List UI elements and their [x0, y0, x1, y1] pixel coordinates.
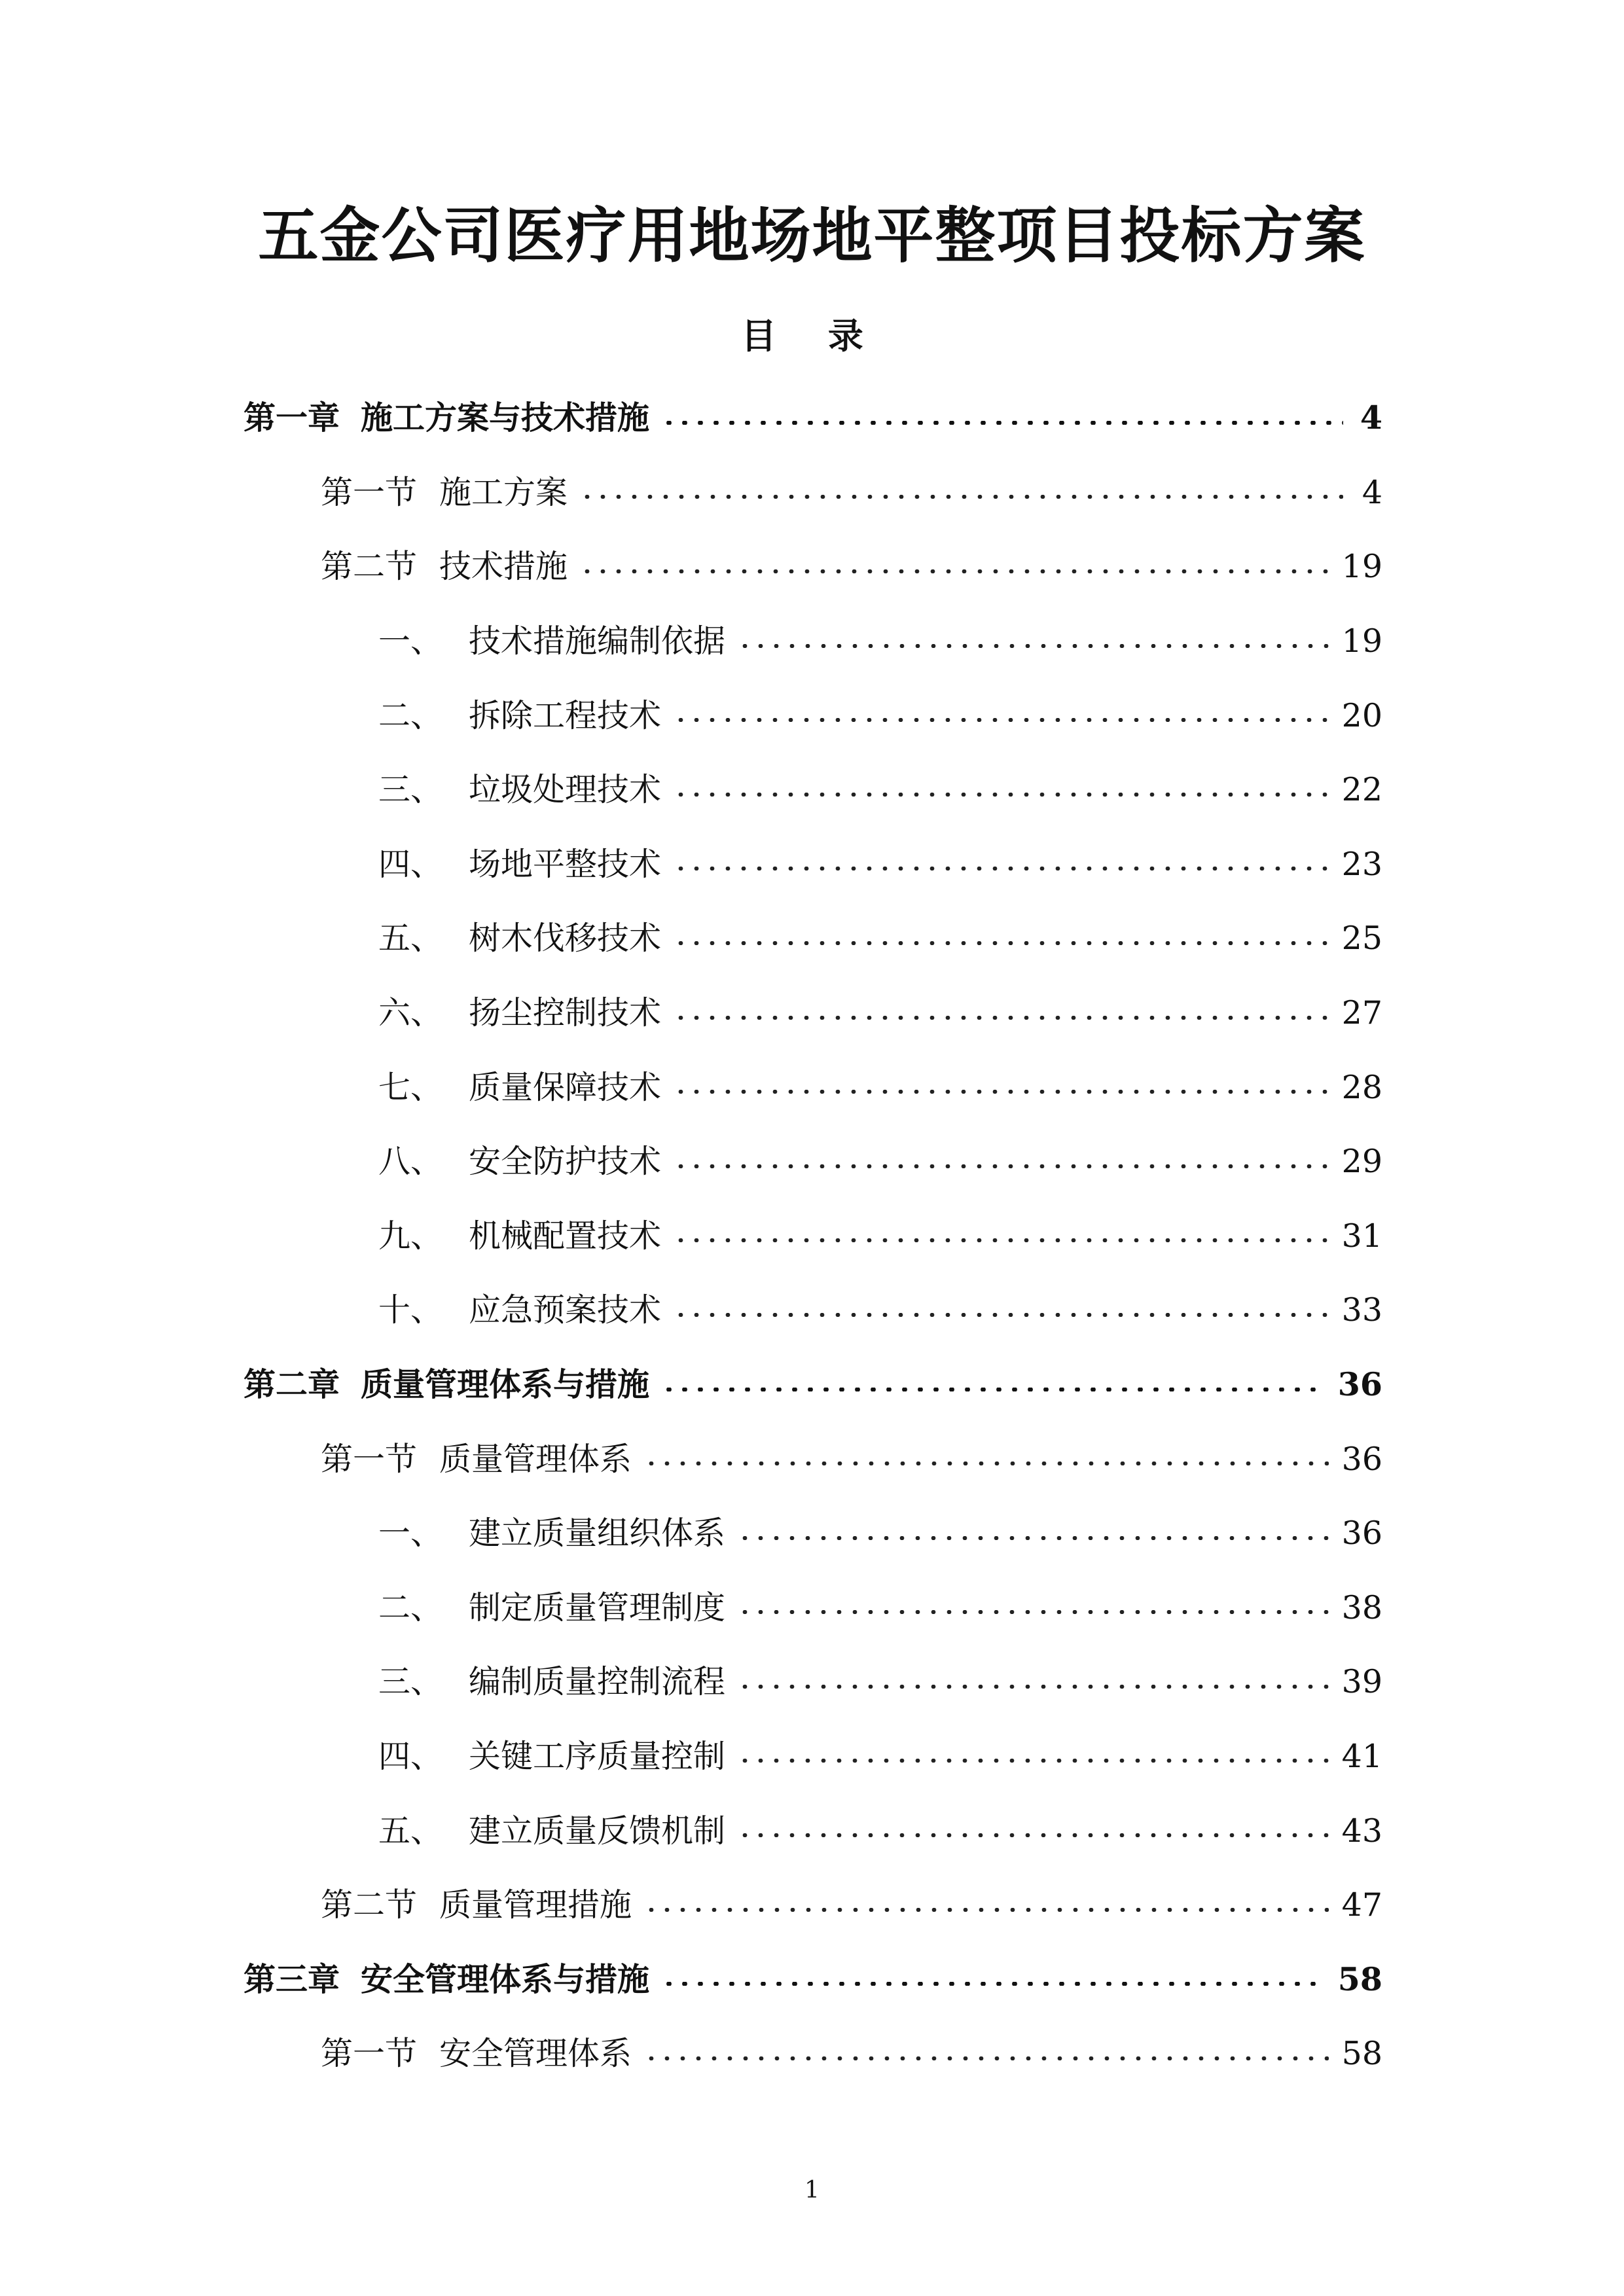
toc-entry-page: 39	[1341, 1663, 1382, 1701]
toc-entry-title: 技术措施编制依据	[469, 622, 726, 660]
toc-entry-title: 关键工序质量控制	[469, 1737, 726, 1775]
toc-entry-page: 36	[1337, 1365, 1382, 1404]
toc-entry-number: 五、	[378, 920, 443, 958]
toc-entry-label-group	[378, 1291, 662, 1329]
toc-entry-number: 四、	[378, 1737, 443, 1775]
toc-entry-title: 制定质量管理制度	[469, 1588, 726, 1626]
toc-entry[interactable]	[244, 381, 1382, 456]
toc-dot-leader	[673, 1164, 1329, 1168]
toc-entry-number: 二、	[378, 696, 443, 734]
toc-entry-number: 一、	[378, 622, 443, 660]
toc-entry[interactable]	[244, 827, 1382, 902]
toc-entry-number: 一、	[378, 1515, 443, 1552]
toc-dot-leader	[737, 1833, 1329, 1837]
toc-dot-leader	[673, 793, 1329, 797]
toc-entry-label-group	[378, 1217, 662, 1255]
toc-entry-page: 25	[1341, 920, 1382, 958]
toc-entry-title: 扬尘控制技术	[469, 994, 662, 1032]
toc-dot-leader	[643, 1908, 1329, 1912]
toc-entry-page: 19	[1341, 622, 1382, 660]
toc-entry-label-group	[378, 994, 662, 1032]
toc-entry-page: 19	[1341, 548, 1382, 586]
toc-entry-title: 应急预案技术	[469, 1291, 662, 1329]
toc-entry-label-group	[378, 920, 662, 958]
toc-entry-page: 43	[1341, 1812, 1382, 1850]
toc-entry[interactable]	[244, 529, 1382, 604]
toc-entry-label-group	[321, 1440, 632, 1478]
toc-entry-label-group	[378, 1068, 662, 1106]
toc-entry-page: 4	[1360, 399, 1382, 437]
toc-entry-label-group	[244, 1960, 650, 1998]
toc-entry-title: 树木伐移技术	[469, 920, 662, 958]
toc-entry[interactable]	[244, 1199, 1382, 1274]
toc-entry-title: 质量管理措施	[439, 1886, 632, 1924]
toc-entry-label-group	[244, 399, 650, 437]
toc-entry-title: 编制质量控制流程	[469, 1663, 726, 1701]
toc-entry-title: 垃圾处理技术	[469, 771, 662, 809]
toc-entry[interactable]	[244, 1942, 1382, 2017]
toc-dot-leader	[737, 1759, 1329, 1763]
toc-entry-title: 质量管理体系与措施	[361, 1365, 650, 1404]
toc-entry-label-group	[378, 1143, 662, 1181]
toc-entry-page: 58	[1337, 1960, 1382, 1998]
toc-entry-label-group	[321, 2035, 632, 2073]
toc-dot-leader	[673, 1016, 1329, 1020]
page-number: 1	[804, 2177, 820, 2204]
toc-entry-page: 4	[1362, 473, 1382, 511]
toc-entry[interactable]	[244, 1868, 1382, 1943]
toc-entry[interactable]	[244, 1124, 1382, 1199]
toc-entry[interactable]	[244, 2017, 1382, 2091]
toc-dot-leader	[737, 1536, 1329, 1540]
toc-dot-leader	[737, 1610, 1329, 1614]
toc-dot-leader	[643, 1462, 1329, 1465]
document-title: 五金公司医疗用地场地平整项目投标方案	[258, 200, 1366, 271]
toc-entry-title: 机械配置技术	[469, 1217, 662, 1255]
toc-entry-title: 拆除工程技术	[469, 696, 662, 734]
toc-entry-number: 六、	[378, 994, 443, 1032]
toc-entry-title: 安全管理体系与措施	[361, 1960, 650, 1998]
toc-entry-page: 20	[1341, 696, 1382, 734]
toc-dot-leader	[643, 2056, 1329, 2060]
toc-dot-leader	[673, 1238, 1329, 1242]
toc-entry-number: 第一节	[321, 1440, 418, 1478]
toc-entry-label-group	[378, 696, 662, 734]
toc-entry-page: 47	[1341, 1886, 1382, 1924]
toc-entry-page: 23	[1341, 845, 1382, 883]
toc-entry[interactable]	[244, 1273, 1382, 1348]
toc-entry-number: 八、	[378, 1143, 443, 1181]
toc-dot-leader	[579, 569, 1329, 573]
table-of-contents	[244, 381, 1382, 2091]
toc-entry-title: 施工方案	[439, 473, 568, 511]
toc-entry-page: 27	[1341, 994, 1382, 1032]
toc-entry-title: 施工方案与技术措施	[361, 399, 650, 437]
toc-entry-title: 安全管理体系	[439, 2035, 632, 2073]
toc-entry-number: 十、	[378, 1291, 443, 1329]
toc-dot-leader	[737, 1685, 1329, 1689]
toc-entry-page: 38	[1341, 1588, 1382, 1626]
toc-dot-leader	[579, 495, 1343, 499]
toc-entry-number: 第三章	[244, 1960, 340, 1998]
toc-entry[interactable]	[244, 901, 1382, 976]
toc-entry-page: 36	[1341, 1515, 1382, 1552]
toc-entry-page: 58	[1341, 2035, 1382, 2073]
toc-entry-page: 41	[1341, 1737, 1382, 1775]
toc-entry-title: 技术措施	[439, 548, 568, 586]
toc-dot-leader	[673, 941, 1329, 945]
toc-entry[interactable]	[244, 604, 1382, 679]
toc-entry-number: 第一节	[321, 2035, 418, 2073]
toc-entry-number: 四、	[378, 845, 443, 883]
toc-entry-number: 五、	[378, 1812, 443, 1850]
toc-entry[interactable]	[244, 753, 1382, 827]
toc-entry[interactable]	[244, 1348, 1382, 1422]
toc-entry-page: 28	[1341, 1068, 1382, 1106]
toc-entry[interactable]	[244, 976, 1382, 1050]
toc-entry-page: 29	[1341, 1143, 1382, 1181]
toc-entry[interactable]	[244, 1571, 1382, 1645]
toc-dot-leader	[661, 421, 1343, 425]
toc-entry-label-group	[321, 1886, 632, 1924]
toc-entry-label-group	[378, 622, 726, 660]
toc-entry-label-group	[378, 771, 662, 809]
toc-entry-label-group	[378, 1515, 726, 1552]
toc-entry-title: 建立质量反馈机制	[469, 1812, 726, 1850]
toc-entry-label-group	[378, 845, 662, 883]
toc-entry-number: 九、	[378, 1217, 443, 1255]
toc-entry[interactable]	[244, 1793, 1382, 1868]
toc-entry[interactable]	[244, 1719, 1382, 1794]
toc-entry-label-group	[321, 473, 568, 511]
toc-entry-title: 场地平整技术	[469, 845, 662, 883]
toc-entry-number: 第一节	[321, 473, 418, 511]
toc-entry-number: 三、	[378, 771, 443, 809]
toc-entry[interactable]	[244, 678, 1382, 753]
toc-entry-title: 建立质量组织体系	[469, 1515, 726, 1552]
toc-entry-number: 第二节	[321, 1886, 418, 1924]
toc-entry-page: 22	[1341, 771, 1382, 809]
toc-dot-leader	[673, 1090, 1329, 1094]
toc-entry-number: 第二章	[244, 1365, 340, 1404]
toc-entry-number: 七、	[378, 1068, 443, 1106]
toc-entry-label-group	[378, 1812, 726, 1850]
toc-entry-label-group	[378, 1588, 726, 1626]
toc-dot-leader	[673, 867, 1329, 870]
toc-entry-number: 二、	[378, 1588, 443, 1626]
toc-entry[interactable]	[244, 1645, 1382, 1719]
toc-entry[interactable]	[244, 1422, 1382, 1496]
toc-entry-title: 安全防护技术	[469, 1143, 662, 1181]
toc-entry-label-group	[378, 1737, 726, 1775]
toc-entry-label-group	[321, 548, 568, 586]
toc-heading: 目 录	[741, 315, 883, 357]
toc-entry-page: 31	[1341, 1217, 1382, 1255]
toc-entry-title: 质量管理体系	[439, 1440, 632, 1478]
toc-entry[interactable]	[244, 1050, 1382, 1124]
toc-entry-page: 33	[1341, 1291, 1382, 1329]
toc-entry-label-group	[378, 1663, 726, 1701]
toc-dot-leader	[661, 1982, 1325, 1986]
toc-entry-title: 质量保障技术	[469, 1068, 662, 1106]
toc-entry-page: 36	[1341, 1440, 1382, 1478]
toc-entry-number: 三、	[378, 1663, 443, 1701]
toc-dot-leader	[737, 644, 1329, 648]
toc-dot-leader	[673, 718, 1329, 722]
toc-dot-leader	[673, 1313, 1329, 1317]
toc-dot-leader	[661, 1388, 1325, 1391]
toc-entry-number: 第二节	[321, 548, 418, 586]
toc-entry-number: 第一章	[244, 399, 340, 437]
toc-entry[interactable]	[244, 456, 1382, 530]
toc-entry-label-group	[244, 1365, 650, 1404]
toc-entry[interactable]	[244, 1496, 1382, 1571]
